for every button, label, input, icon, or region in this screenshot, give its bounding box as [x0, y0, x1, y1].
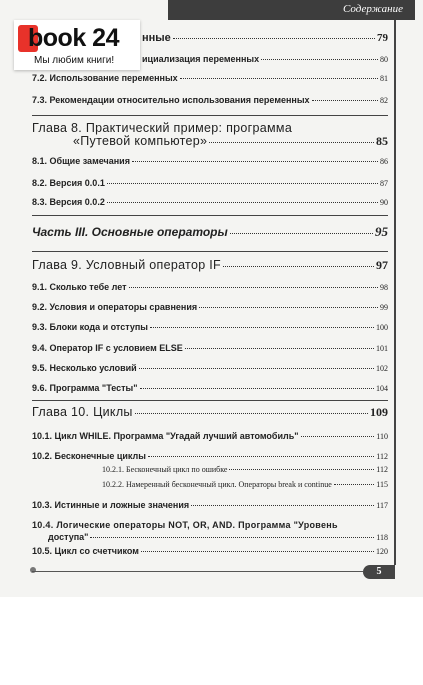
toc-leader-dots	[129, 287, 378, 288]
toc-page-number: 85	[376, 134, 388, 148]
toc-page-number: 95	[375, 224, 388, 239]
toc-page-number: 98	[380, 283, 388, 292]
toc-leader-dots	[173, 38, 375, 39]
toc-leader-dots	[135, 413, 368, 414]
toc-entry-title: 9.4. Оператор IF с условием ELSE	[32, 343, 183, 353]
footer-bullet	[30, 567, 36, 573]
toc-page-number: 81	[380, 74, 388, 83]
toc-entry	[142, 32, 388, 44]
toc-page-number: 109	[370, 405, 388, 419]
toc-entry	[32, 532, 388, 542]
toc-leader-dots	[301, 436, 375, 437]
toc-page-number: 120	[376, 547, 388, 556]
toc-entry	[32, 156, 388, 166]
toc-entry-title: 10.3. Истинные и ложные значения	[32, 500, 190, 510]
toc-entry-title: 10.1. Цикл WHILE. Программа "Угадай лучший автомобиль"	[32, 431, 299, 441]
toc-entry-title: 10.2.1. Бесконечный цикл по ошибке	[102, 465, 228, 474]
running-header-title: Содержание	[342, 3, 403, 15]
toc-leader-dots	[334, 484, 374, 485]
toc-page-number: 118	[376, 533, 388, 542]
toc-entry	[32, 95, 388, 105]
toc-chapter-entry	[32, 134, 388, 149]
toc-entry	[32, 73, 388, 83]
toc-leader-dots	[261, 59, 378, 60]
toc-page-number: 110	[376, 432, 388, 441]
toc-entry-title: 10.2.2. Намеренный бесконечный цикл. Операторы break и continue	[102, 480, 332, 489]
toc-subentry	[102, 480, 388, 489]
toc-leader-dots	[150, 327, 374, 328]
toc-subentry	[102, 465, 388, 474]
toc-entry-title: 8.2. Версия 0.0.1	[32, 178, 105, 188]
toc-part-entry	[32, 224, 388, 240]
toc-leader-dots	[185, 348, 374, 349]
toc-entry-title: 7.2. Использование переменных	[32, 73, 178, 83]
toc-entry	[32, 500, 388, 510]
toc-page-number: 87	[380, 179, 388, 188]
toc-page-number: 101	[376, 344, 388, 353]
toc-leader-dots	[199, 307, 378, 308]
toc-leader-dots	[107, 202, 378, 203]
toc-page-number: 80	[380, 55, 388, 64]
toc-entry	[32, 282, 388, 292]
toc-entry	[32, 302, 388, 312]
toc-entry-title: 7.3. Рекомендации относительно использования переменных	[32, 95, 310, 105]
logo-tagline: Мы любим книги!	[34, 55, 115, 66]
toc-entry	[32, 178, 388, 188]
toc-entry-title: 8.1. Общие замечания	[32, 156, 130, 166]
toc-entry-title: 10.2. Бесконечные циклы	[32, 451, 146, 461]
toc-page-number: 86	[380, 157, 388, 166]
toc-entry-title: Глава 9. Условный оператор IF	[32, 258, 221, 272]
toc-leader-dots	[209, 142, 374, 143]
toc-entry	[32, 363, 388, 373]
toc-page-number: 104	[376, 384, 388, 393]
toc-page-number: 117	[376, 501, 388, 510]
toc-page-number: 112	[376, 465, 388, 474]
book24-logo	[14, 20, 140, 70]
toc-page-number: 100	[376, 323, 388, 332]
toc-page-number: 97	[376, 258, 388, 272]
toc-entry	[32, 343, 388, 353]
toc-page-number: 82	[380, 96, 388, 105]
toc-entry-title: 10.5. Цикл со счетчиком	[32, 546, 139, 556]
toc-leader-dots	[107, 183, 378, 184]
toc-leader-dots	[230, 233, 373, 234]
toc-page-number: 112	[376, 452, 388, 461]
toc-entry-title: 9.2. Условия и операторы сравнения	[32, 302, 198, 312]
toc-entry-title: 9.3. Блоки кода и отступы	[32, 322, 148, 332]
chapter-divider	[32, 115, 388, 116]
right-margin-rule	[394, 20, 396, 565]
toc-leader-dots	[132, 161, 378, 162]
toc-page-number: 115	[376, 480, 388, 489]
chapter-divider	[32, 400, 388, 401]
toc-page-number: 79	[377, 32, 388, 44]
footer-rule	[32, 571, 363, 572]
toc-chapter-entry	[32, 258, 388, 273]
toc-leader-dots	[180, 78, 378, 79]
toc-entry-title: 8.3. Версия 0.0.2	[32, 197, 105, 207]
page-number-tab: 5	[363, 565, 395, 579]
toc-entry-title: Глава 10. Циклы	[32, 405, 133, 419]
toc-entry-title: 9.1. Сколько тебе лет	[32, 282, 127, 292]
toc-entry-title: нные	[142, 32, 171, 44]
toc-entry-title: доступа"	[48, 532, 89, 542]
chapter-title-line1: Глава 8. Практический пример: программа	[32, 121, 293, 135]
toc-leader-dots	[139, 368, 374, 369]
toc-entry	[32, 322, 388, 332]
chapter-divider	[32, 215, 388, 216]
toc-entry-title-line1: 10.4. Логические операторы NOT, OR, AND. Программа "Уровень	[32, 520, 338, 530]
toc-entry	[32, 383, 388, 393]
toc-entry	[32, 546, 388, 556]
toc-chapter-entry	[32, 405, 388, 420]
toc-leader-dots	[229, 469, 374, 470]
toc-leader-dots	[141, 551, 374, 552]
toc-entry-title: Часть III. Основные операторы	[32, 225, 228, 239]
toc-entry-title: «Путевой компьютер»	[73, 134, 208, 148]
toc-page-number: 90	[380, 198, 388, 207]
toc-leader-dots	[148, 456, 374, 457]
toc-entry-title: 9.6. Программа "Тесты"	[32, 383, 138, 393]
toc-leader-dots	[90, 537, 374, 538]
toc-entry	[32, 197, 388, 207]
toc-page-number: 99	[380, 303, 388, 312]
toc-entry-title: 9.5. Несколько условий	[32, 363, 137, 373]
toc-leader-dots	[223, 266, 374, 267]
header-bar	[168, 0, 415, 20]
toc-leader-dots	[191, 505, 374, 506]
toc-leader-dots	[140, 388, 375, 389]
toc-entry	[32, 431, 388, 441]
toc-entry	[32, 451, 388, 461]
toc-page-number: 102	[376, 364, 388, 373]
chapter-divider	[32, 251, 388, 252]
toc-entry	[142, 54, 388, 64]
toc-entry-title: ициализация переменных	[142, 54, 260, 64]
toc-leader-dots	[312, 100, 378, 101]
logo-brand: book 24	[28, 24, 119, 52]
